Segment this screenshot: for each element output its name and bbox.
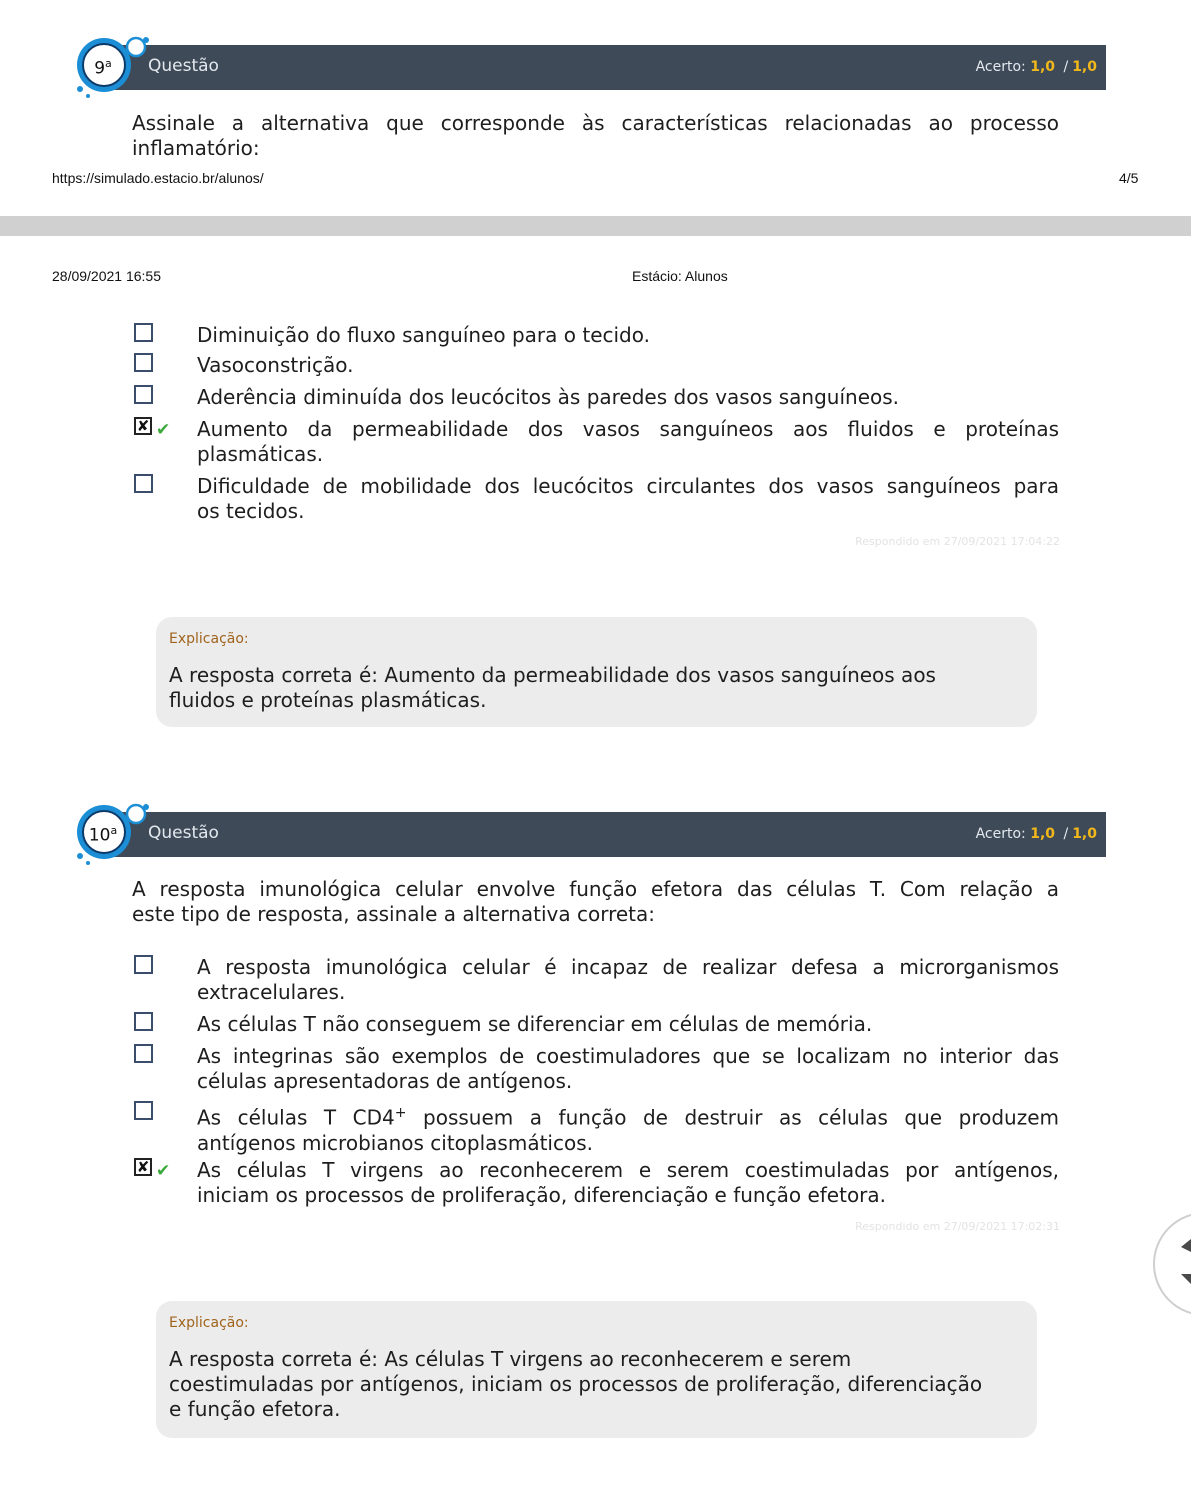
statement-line: este tipo de resposta, assinale a alternativa correta: bbox=[132, 902, 655, 926]
explanation-label: Explicação: bbox=[169, 631, 249, 647]
x-mark-icon: ✘ bbox=[136, 1158, 150, 1176]
checkbox[interactable] bbox=[134, 955, 153, 974]
option-text: Dificuldade de mobilidade dos leucócitos circulantes dos vasos sanguíneos para os tecidos. bbox=[197, 474, 1059, 523]
page-break bbox=[0, 216, 1191, 236]
question-statement bbox=[132, 111, 1059, 161]
statement-line: Assinale a alternativa que corresponde às características relacionadas ao processo bbox=[132, 111, 1059, 135]
score bbox=[976, 59, 1097, 75]
answered-timestamp: Respondido em 27/09/2021 17:02:31 bbox=[855, 1220, 1060, 1233]
checkbox-checked[interactable] bbox=[134, 417, 152, 435]
x-mark-icon: ✘ bbox=[136, 417, 150, 435]
checkbox[interactable] bbox=[134, 323, 153, 342]
option-text: Aumento da permeabilidade dos vasos sanguíneos aos fluidos e proteínas plasmáticas. bbox=[197, 417, 1059, 466]
statement-line: inflamatório: bbox=[132, 136, 260, 160]
scroll-arrows-icon bbox=[1155, 1214, 1191, 1314]
checkbox-checked[interactable] bbox=[134, 1158, 152, 1176]
print-footer-page: 4/5 bbox=[1119, 170, 1139, 186]
question-number: 9$^a$ bbox=[94, 57, 112, 79]
question-9-header bbox=[112, 45, 1106, 90]
explanation-box bbox=[156, 617, 1037, 727]
print-header-datetime: 28/09/2021 16:55 bbox=[52, 268, 161, 284]
checkbox[interactable] bbox=[134, 1044, 153, 1063]
option-text: As integrinas são exemplos de coestimuladores que se localizam no interior das células apresentadoras de antígenos. bbox=[197, 1044, 1059, 1093]
answered-timestamp: Respondido em 27/09/2021 17:04:22 bbox=[855, 535, 1060, 548]
correct-check-icon: ✔ bbox=[156, 420, 171, 440]
print-header-title: Estácio: Alunos bbox=[632, 268, 728, 284]
score bbox=[976, 826, 1097, 842]
print-footer-url: https://simulado.estacio.br/alunos/ bbox=[52, 170, 264, 186]
question-number-badge bbox=[74, 33, 136, 95]
explanation-box bbox=[156, 1301, 1037, 1438]
option-text: As células T não conseguem se diferenciar em células de memória. bbox=[197, 1012, 873, 1036]
score-total: 1,0 bbox=[1072, 59, 1097, 75]
score-got: 1,0 bbox=[1030, 826, 1056, 842]
option-text: Vasoconstrição. bbox=[197, 353, 354, 377]
question-title: Questão bbox=[148, 823, 219, 843]
question-number: 10$^a$ bbox=[88, 824, 118, 846]
question-number-badge bbox=[74, 800, 136, 862]
option-text: Diminuição do fluxo sanguíneo para o tecido. bbox=[197, 323, 650, 347]
explanation-label: Explicação: bbox=[169, 1315, 249, 1331]
score-separator: / bbox=[1063, 59, 1069, 75]
score-got: 1,0 bbox=[1030, 59, 1056, 75]
question-10-header bbox=[112, 812, 1106, 857]
correct-check-icon: ✔ bbox=[156, 1161, 171, 1181]
option-text: As células T virgens ao reconhecerem e serem coestimuladas por antígenos, iniciam os processos de proliferação, diferenciação e função efetora. bbox=[197, 1158, 1059, 1207]
checkbox[interactable] bbox=[134, 474, 153, 493]
checkbox[interactable] bbox=[134, 353, 153, 372]
question-title: Questão bbox=[148, 56, 219, 76]
checkbox[interactable] bbox=[134, 385, 153, 404]
question-statement bbox=[132, 877, 1059, 927]
explanation-text: A resposta correta é: As células T virgens ao reconhecerem e serem coestimuladas por antígenos, iniciam os processos de proliferação, diferenciação e função efetora. bbox=[169, 1347, 983, 1421]
checkbox[interactable] bbox=[134, 1012, 153, 1031]
checkbox[interactable] bbox=[134, 1101, 153, 1120]
option-text: As células T CD4+ possuem a função de destruir as células que produzem antígenos microbianos citoplasmáticos. bbox=[197, 1105, 1059, 1155]
score-label: Acerto: bbox=[975, 826, 1026, 842]
scroll-nav-button[interactable] bbox=[1153, 1212, 1191, 1316]
score-label: Acerto: bbox=[975, 59, 1026, 75]
statement-line: A resposta imunológica celular envolve função efetora das células T. Com relação a bbox=[132, 877, 1059, 901]
option-text: A resposta imunológica celular é incapaz de realizar defesa a microrganismos extracelulares. bbox=[197, 955, 1059, 1004]
score-total: 1,0 bbox=[1072, 826, 1097, 842]
score-separator: / bbox=[1063, 826, 1069, 842]
explanation-text: A resposta correta é: Aumento da permeabilidade dos vasos sanguíneos aos fluidos e proteínas plasmáticas. bbox=[169, 663, 936, 712]
option-text: Aderência diminuída dos leucócitos às paredes dos vasos sanguíneos. bbox=[197, 385, 900, 409]
